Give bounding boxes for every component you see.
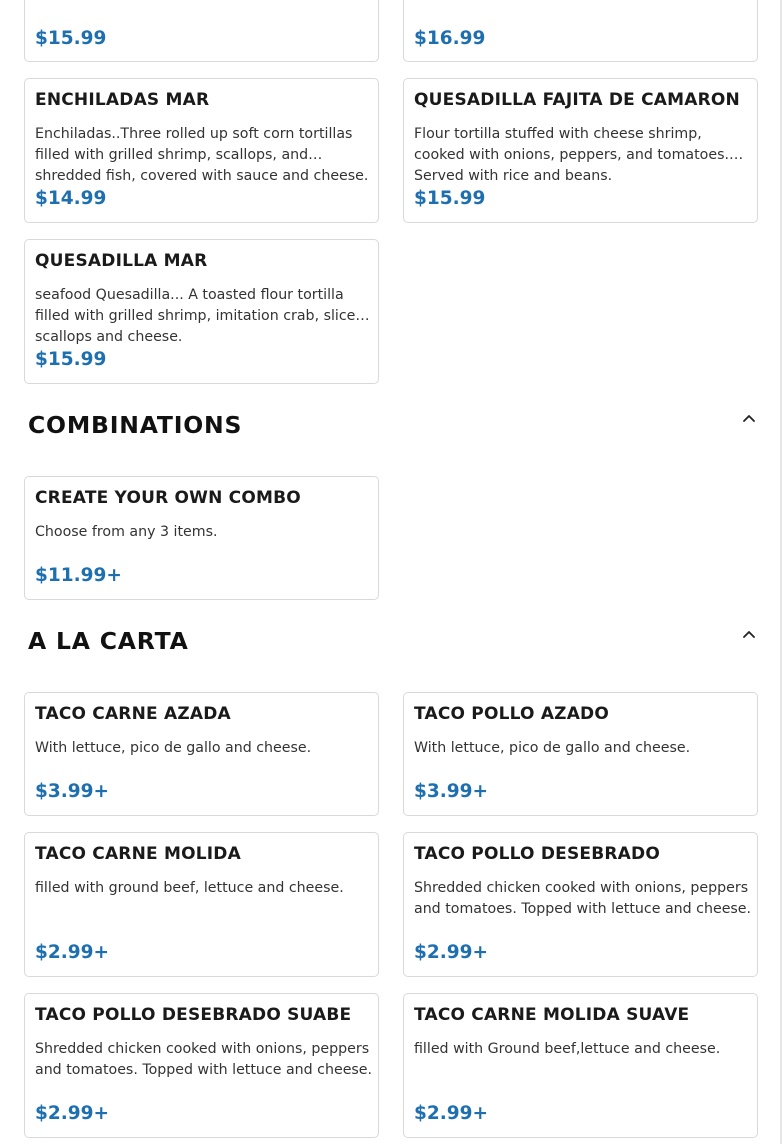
menu-item-card[interactable] [403, 993, 758, 1138]
item-title: TACO POLLO DESEBRADO SUABE [35, 1005, 352, 1025]
section-title: A LA CARTA [28, 627, 189, 655]
chevron-up-icon[interactable] [742, 411, 756, 425]
item-description: Enchiladas..Three rolled up soft corn tortillas filled with grilled shrimp, scallops, and shredded fish, covered with sauce and cheese. [35, 126, 369, 184]
item-price: $2.99+ [414, 1103, 489, 1124]
menu-item-card[interactable] [403, 0, 758, 62]
item-title: TACO POLLO DESEBRADO [414, 844, 660, 864]
item-description: filled with ground beef, lettuce and cheese. [35, 880, 344, 896]
item-price: $15.99 [35, 28, 107, 49]
item-price: $15.99 [414, 188, 486, 209]
menu-item-card[interactable] [403, 832, 758, 977]
item-title: TACO CARNE MOLIDA SUAVE [414, 1005, 690, 1025]
section-header-a-la-carta[interactable] [0, 627, 782, 677]
chevron-up-icon[interactable] [742, 627, 756, 641]
menu-item-card[interactable] [403, 78, 758, 223]
menu-item-card[interactable] [24, 832, 379, 977]
item-price: $2.99+ [35, 1103, 110, 1124]
section-header-combinations[interactable] [0, 411, 782, 461]
item-description: Choose from any 3 items. [35, 524, 218, 540]
item-description: Shredded chicken cooked with onions, peppers and tomatoes. Topped with lettuce and cheese. [35, 1041, 373, 1078]
item-title: TACO POLLO AZADO [414, 704, 610, 724]
menu-item-card[interactable] [24, 0, 379, 62]
item-description: seafood Quesadilla... A toasted flour tortilla filled with grilled shrimp, imitation crab, sliced scallops and cheese. [35, 287, 365, 345]
item-price: $3.99+ [414, 781, 489, 802]
item-title: ENCHILADAS MAR [35, 90, 210, 110]
item-price: $15.99 [35, 349, 107, 370]
item-title: QUESADILLA MAR [35, 251, 208, 271]
item-title: TACO CARNE MOLIDA [35, 844, 241, 864]
item-price: $16.99 [414, 28, 486, 49]
menu-item-card[interactable] [403, 692, 758, 816]
menu-item-card[interactable] [24, 476, 379, 600]
menu-item-card[interactable] [24, 692, 379, 816]
item-description: With lettuce, pico de gallo and cheese. [35, 740, 312, 756]
item-price: $2.99+ [414, 942, 489, 963]
item-description: Shredded chicken cooked with onions, peppers and tomatoes. Topped with lettuce and cheese. [414, 880, 752, 917]
menu-item-card[interactable] [24, 78, 379, 223]
menu-item-card[interactable] [24, 239, 379, 384]
item-price: $11.99+ [35, 565, 122, 586]
item-description: Flour tortilla stuffed with cheese shrimp, cooked with onions, peppers, and tomatoes. Served with rice and beans. [414, 126, 729, 184]
item-price: $3.99+ [35, 781, 110, 802]
item-price: $2.99+ [35, 942, 110, 963]
item-title: CREATE YOUR OWN COMBO [35, 488, 301, 508]
item-description: filled with Ground beef,lettuce and cheese. [414, 1041, 721, 1057]
item-description: With lettuce, pico de gallo and cheese. [414, 740, 691, 756]
item-price: $14.99 [35, 188, 107, 209]
item-title: TACO CARNE AZADA [35, 704, 231, 724]
section-title: COMBINATIONS [28, 411, 243, 439]
item-title: QUESADILLA FAJITA DE CAMARON [414, 90, 740, 110]
menu-item-card[interactable] [24, 993, 379, 1138]
